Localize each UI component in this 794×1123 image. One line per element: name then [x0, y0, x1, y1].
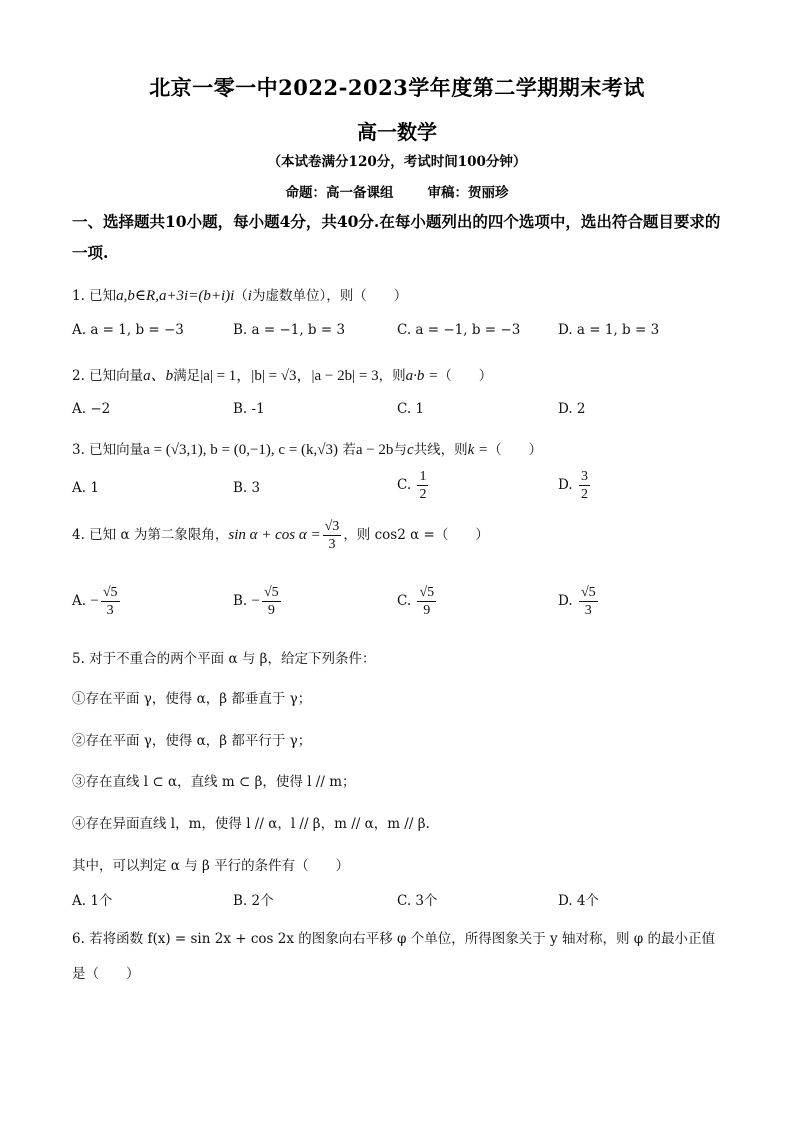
question-3-stem	[72, 438, 732, 459]
q4-c-numerator: √5	[419, 585, 435, 600]
q4-numerator: √3	[324, 519, 340, 534]
q1-option-a: A. a = 1, b = −3	[72, 322, 184, 338]
author-proposer: 命题：高一备课组	[285, 185, 394, 201]
q2-option-c: C. 1	[397, 401, 425, 417]
q1-imag-unit: i	[247, 288, 252, 304]
q3-option-d-label: D.	[558, 477, 573, 493]
q4-b-denominator: 9	[267, 603, 275, 618]
q4-option-d	[558, 584, 600, 619]
q3-combo: a − 2b	[355, 442, 394, 458]
q2-option-b: B. -1	[233, 401, 265, 417]
q2-text-d: （ ）	[438, 368, 493, 384]
q3-d-numerator: 3	[580, 469, 588, 484]
exam-authors	[0, 181, 794, 201]
q3-option-c-fraction	[417, 468, 428, 503]
q4-d-denominator: 3	[584, 603, 592, 618]
q3-text-d: 共线，则	[413, 442, 468, 458]
q5-condition-1: ①存在平面 γ，使得 α，β 都垂直于 γ；	[72, 691, 312, 707]
q2-text-b: 满足	[173, 368, 201, 384]
q4-a-sign: −	[90, 593, 99, 609]
exam-title: 北京一零一中2022-2023学年度第二学期期末考试	[149, 75, 645, 100]
q4-a-numerator: √5	[102, 585, 118, 600]
q4-option-a	[72, 584, 122, 619]
q2-vectors: a、b	[143, 368, 174, 384]
q4-b-fraction	[262, 584, 281, 619]
q5-option-a: A. 1个	[72, 893, 113, 909]
q4-text-b: ，则 cos2 α =（ ）	[343, 527, 489, 543]
q5-option-b: B. 2个	[233, 893, 274, 909]
q3-option-c	[397, 468, 430, 503]
q4-fraction	[323, 518, 342, 553]
q4-d-fraction	[579, 584, 598, 619]
author-reviewer: 审稿：贺丽珍	[427, 185, 509, 201]
q1-option-d: D. a = 1, b = 3	[558, 322, 660, 338]
q2-option-d: D. 2	[558, 401, 586, 417]
q4-text-a: 4. 已知 α 为第二象限角，	[72, 527, 229, 543]
q4-a-fraction	[101, 584, 120, 619]
q3-option-b: B. 3	[233, 480, 261, 496]
q3-k: k =	[467, 442, 489, 458]
question-6-line-1: 6. 若将函数 f(x) = sin 2x + cos 2x 的图象向右平移 φ 个单位，所得图象关于 y 轴对称，则 φ 的最小正值	[72, 931, 716, 947]
question-5-stem: 5. 对于不重合的两个平面 α 与 β，给定下列条件：	[72, 651, 376, 667]
q4-d-numerator: √5	[580, 585, 596, 600]
q3-c-denominator: 2	[419, 487, 427, 502]
exam-subject: 高一数学	[357, 120, 437, 144]
q4-option-c	[397, 584, 438, 619]
q1-option-c: C. a = −1, b = −3	[397, 322, 521, 338]
q4-b-label: B.	[233, 593, 248, 609]
q5-option-c: C. 3个	[397, 893, 438, 909]
section-heading: 一、选择题共10小题，每小题4分，共40分.在每小题列出的四个选项中，选出符合题目要求的一项.	[72, 212, 721, 262]
q3-d-denominator: 2	[580, 487, 588, 502]
q4-c-denominator: 9	[423, 603, 431, 618]
question-6-line-2: 是（ ）	[72, 966, 140, 982]
q3-c-numerator: 1	[419, 469, 427, 484]
q1-math: a,b∈R,a+3i=(b+i)i	[116, 288, 235, 304]
q4-d-label: D.	[558, 593, 573, 609]
q2-option-a: A. −2	[72, 401, 111, 417]
q3-vectors: a = (√3,1), b = (0,−1), c = (k,√3)	[143, 442, 339, 458]
q4-expression: sin α + cos α =	[228, 527, 321, 543]
q4-c-label: C.	[397, 593, 412, 609]
q5-condition-2: ②存在平面 γ，使得 α，β 都平行于 γ；	[72, 733, 312, 749]
q4-c-fraction	[417, 584, 436, 619]
q1-text-a: 1. 已知	[72, 288, 117, 304]
q5-condition-4: ④存在异面直线 l，m，使得 l // α，l // β，m // α，m // β.	[72, 816, 430, 832]
q5-question: 其中，可以判定 α 与 β 平行的条件有（ ）	[72, 858, 350, 874]
q3-text-b: 若	[342, 442, 356, 458]
q5-option-d: D. 4个	[558, 893, 600, 909]
q2-text-c: ，则	[378, 368, 406, 384]
q3-text-a: 3. 已知向量	[72, 442, 144, 458]
q2-dot-product: a·b =	[405, 368, 439, 384]
question-4-stem	[72, 518, 732, 553]
q4-option-b	[233, 584, 283, 619]
q4-b-numerator: √5	[263, 585, 279, 600]
q1-text-c: 为虚数单位），则（ ）	[251, 288, 408, 304]
q4-a-denominator: 3	[106, 603, 114, 618]
q3-text-c: 与	[393, 442, 407, 458]
q4-denominator: 3	[328, 537, 336, 552]
q4-a-label: A.	[72, 593, 87, 609]
q5-condition-3: ③存在直线 l ⊂ α，直线 m ⊂ β，使得 l // m；	[72, 774, 356, 790]
question-1-stem	[72, 284, 732, 305]
q4-b-sign: −	[251, 593, 260, 609]
q1-text-b: （	[234, 288, 248, 304]
q3-option-a: A. 1	[72, 480, 99, 496]
q3-option-d-fraction	[579, 468, 590, 503]
exam-note: （本试卷满分120分，考试时间100分钟）	[267, 154, 527, 170]
question-2-stem	[72, 364, 732, 385]
q3-option-c-label: C.	[397, 477, 412, 493]
q3-option-d	[558, 468, 592, 503]
q3-text-e: （ ）	[488, 442, 543, 458]
q1-option-b: B. a = −1, b = 3	[233, 322, 346, 338]
q3-vector-c: c	[406, 442, 414, 458]
q2-conditions: |a| = 1，|b| = √3，|a − 2b| = 3	[200, 368, 379, 384]
q2-text-a: 2. 已知向量	[72, 368, 144, 384]
